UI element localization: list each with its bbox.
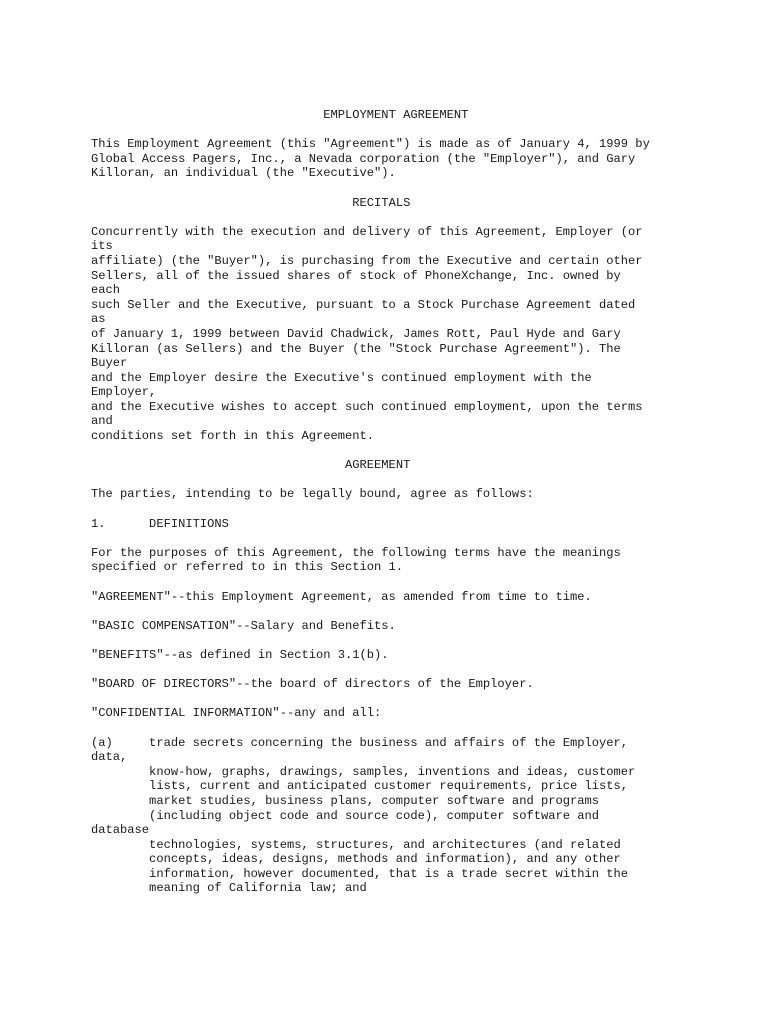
definition-basic-compensation: "BASIC COMPENSATION"--Salary and Benefits. bbox=[91, 618, 396, 633]
text-line: lists, current and anticipated customer requirements, price lists, bbox=[91, 779, 629, 794]
definition-benefits: "BENEFITS"--as defined in Section 3.1(b). bbox=[91, 647, 389, 662]
agreement-heading: AGREEMENT bbox=[345, 458, 411, 473]
text-line: (a) trade secrets concerning the business and affairs of the Employer, bbox=[91, 735, 629, 750]
text-line: specified or referred to in this Section 1. bbox=[91, 560, 404, 575]
text-line: and the Executive wishes to accept such continued employment, upon the terms bbox=[91, 399, 643, 414]
text-line: market studies, business plans, computer software and programs bbox=[91, 793, 600, 808]
text-line: Killoran (as Sellers) and the Buyer (the "Stock Purchase Agreement"). The bbox=[91, 341, 621, 356]
text-line: data, bbox=[91, 750, 128, 765]
text-line: each bbox=[91, 283, 121, 298]
text-line: Global Access Pagers, Inc., a Nevada corporation (the "Employer"), and Gary bbox=[91, 151, 636, 166]
text-line: (including object code and source code), computer software and bbox=[91, 808, 600, 823]
text-line: its bbox=[91, 239, 113, 254]
text-line: Buyer bbox=[91, 356, 128, 371]
text-line: concepts, ideas, designs, methods and information), and any other bbox=[91, 852, 621, 867]
text-line: Killoran, an individual (the "Executive"). bbox=[91, 166, 396, 181]
text-line: Employer, bbox=[91, 385, 157, 400]
text-line: information, however documented, that is a trade secret within the bbox=[91, 866, 629, 881]
text-line: This Employment Agreement (this "Agreement") is made as of January 4, 1999 by bbox=[91, 137, 650, 152]
text-line: database bbox=[91, 823, 150, 838]
definition-confidential-information: "CONFIDENTIAL INFORMATION"--any and all: bbox=[91, 706, 382, 721]
recitals-heading: RECITALS bbox=[352, 195, 411, 210]
text-line: For the purposes of this Agreement, the following terms have the meanings bbox=[91, 545, 621, 560]
definition-board-of-directors: "BOARD OF DIRECTORS"--the board of directors of the Employer. bbox=[91, 677, 534, 692]
document-body bbox=[91, 108, 691, 896]
text-line: of January 1, 1999 between David Chadwick, James Rott, Paul Hyde and Gary bbox=[91, 326, 621, 341]
section-1-intro bbox=[91, 546, 691, 575]
text-line: as bbox=[91, 312, 106, 327]
text-line: meaning of California law; and bbox=[91, 881, 367, 896]
text-line: Sellers, all of the issued shares of stock of PhoneXchange, Inc. owned by bbox=[91, 268, 621, 283]
text-line: such Seller and the Executive, pursuant to a Stock Purchase Agreement dated bbox=[91, 297, 636, 312]
text-line: and the Employer desire the Executive's continued employment with the bbox=[91, 370, 592, 385]
text-line: technologies, systems, structures, and architectures (and related bbox=[91, 837, 621, 852]
text-line: and bbox=[91, 414, 113, 429]
recitals-paragraph bbox=[91, 225, 691, 444]
definition-agreement: "AGREEMENT"--this Employment Agreement, as amended from time to time. bbox=[91, 589, 592, 604]
clause-a bbox=[91, 736, 691, 897]
section-1-heading: 1. DEFINITIONS bbox=[91, 516, 229, 531]
text-line: know-how, graphs, drawings, samples, inventions and ideas, customer bbox=[91, 764, 636, 779]
text-line: conditions set forth in this Agreement. bbox=[91, 429, 375, 444]
text-line: Concurrently with the execution and delivery of this Agreement, Employer (or bbox=[91, 224, 643, 239]
parties-line: The parties, intending to be legally bound, agree as follows: bbox=[91, 487, 534, 502]
text-line: affiliate) (the "Buyer"), is purchasing from the Executive and certain other bbox=[91, 253, 643, 268]
intro-paragraph bbox=[91, 137, 691, 181]
document-title: EMPLOYMENT AGREEMENT bbox=[323, 108, 469, 122]
